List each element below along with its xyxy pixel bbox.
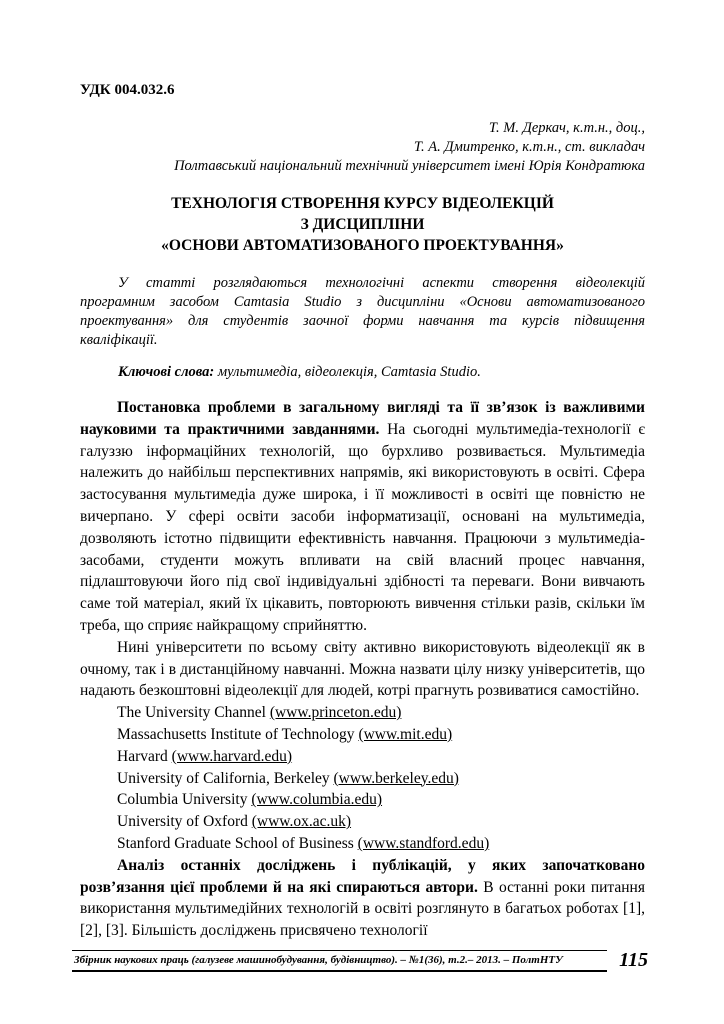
- university-name: University of California, Berkeley: [117, 769, 334, 787]
- university-name: The University Channel: [117, 704, 270, 722]
- university-list: [80, 702, 645, 855]
- university-item: [80, 833, 645, 855]
- article-title: [80, 193, 645, 256]
- footer-journal-text: Збірник наукових праць (галузеве машинобудування, будівництво). – №1(36), т.2.– 2013. – ПолтНТУ: [74, 953, 563, 966]
- byline: [80, 119, 645, 176]
- article-title-line-3: «ОСНОВИ АВТОМАТИЗОВАНОГО ПРОЕКТУВАННЯ»: [161, 237, 564, 254]
- university-link[interactable]: (www.mit.edu): [358, 725, 453, 743]
- page-footer: [72, 949, 648, 972]
- keywords-line: [80, 364, 645, 381]
- university-item: [80, 702, 645, 724]
- paragraph-universities-intro: [80, 637, 645, 702]
- university-item: [80, 746, 645, 768]
- keywords-label: Ключові слова:: [118, 364, 215, 380]
- paragraph-analysis: [80, 855, 645, 942]
- university-link[interactable]: (www.columbia.edu): [251, 791, 383, 809]
- university-link[interactable]: (www.princeton.edu): [269, 704, 402, 722]
- university-link[interactable]: (www.standford.edu): [357, 834, 490, 852]
- university-link[interactable]: (www.berkeley.edu): [333, 769, 459, 787]
- university-name: University of Oxford: [117, 813, 252, 831]
- paragraph-text: Нині університети по всьому світу активно використовують відеолекції як в очному, так і в дистанційному навчанні. Можна назвати цілу низку університетів, що надають безкоштовні відеолекції для людей, котрі прагнуть розвиватися самостійно.: [80, 638, 645, 700]
- university-link[interactable]: (www.harvard.edu): [171, 747, 293, 765]
- footer-journal-info: [72, 950, 607, 972]
- affiliation: Полтавський національний технічний університет імені Юрія Кондратюка: [174, 158, 645, 174]
- udc-code: УДК 004.032.6: [80, 82, 175, 98]
- university-item: [80, 724, 645, 746]
- author-line-1: Т. М. Деркач, к.т.н., доц.,: [488, 120, 645, 136]
- paragraph-problem-statement: [80, 397, 645, 637]
- article-title-line-2: З ДИСЦИПЛІНИ: [300, 216, 425, 233]
- university-name: Columbia University: [117, 791, 252, 809]
- paragraph-text: В останні роки питання використання мультимедійних технологій в освіті розглянуто в багатьох роботах [1], [2], [3]. Більшість досліджень присвячено технології: [80, 878, 645, 940]
- author-line-2: Т. А. Дмитренко, к.т.н., ст. викладач: [413, 139, 645, 155]
- paragraph-text: На сьогодні мультимедіа-технології є галуззю інформаційних технологій, що бурхливо розвивається. Мультимедіа належить до найбільш перспективних напрямів, які використовують в освіті. Сфера застосування мультимедіа дуже широка, і її можливості в освіті ще повністю не вичерпано. У сфері освіти засоби інформатизації, основані на мультимедіа, дозволяють істотно підвищити ефективність навчання. Працюючи з мультимедіа-засобами, студенти можуть впливати на свій власний процес навчання, підлаштовуючи його під свої індивідуальні здібності та переваги. Вони вивчають саме той матеріал, який їх цікавить, повторюють вивчення стільки разів, скільки їм треба, що сприяє найкращому сприйняттю.: [80, 420, 646, 634]
- paragraph-lead: Аналіз останніх досліджень і публікацій, у яких започатковано розв’язання цієї проблеми й на які спираються автори.: [80, 856, 645, 896]
- university-name: Harvard: [117, 747, 172, 765]
- university-name: Massachusetts Institute of Technology: [117, 725, 359, 743]
- university-item: [80, 768, 645, 790]
- keywords-text: мультимедіа, відеолекція, Camtasia Studio.: [214, 364, 481, 380]
- university-name: Stanford Graduate School of Business: [117, 834, 358, 852]
- university-item: [80, 811, 645, 833]
- article-title-line-1: ТЕХНОЛОГІЯ СТВОРЕННЯ КУРСУ ВІДЕОЛЕКЦІЙ: [171, 195, 554, 212]
- page-number: 115: [619, 949, 648, 971]
- university-item: [80, 789, 645, 811]
- abstract: У статті розглядаються технологічні аспекти створення відеолекцій програмним засобом Camtasia Studio з дисципліни «Основи автоматизованого проектування» для студентів заочної форми навчання та курсів підвищення кваліфікації.: [80, 275, 645, 348]
- paragraph-lead: Постановка проблеми в загальному вигляді та її зв’язок із важливими науковими та практичними завданнями.: [80, 399, 645, 438]
- university-link[interactable]: (www.ox.ac.uk): [251, 813, 352, 831]
